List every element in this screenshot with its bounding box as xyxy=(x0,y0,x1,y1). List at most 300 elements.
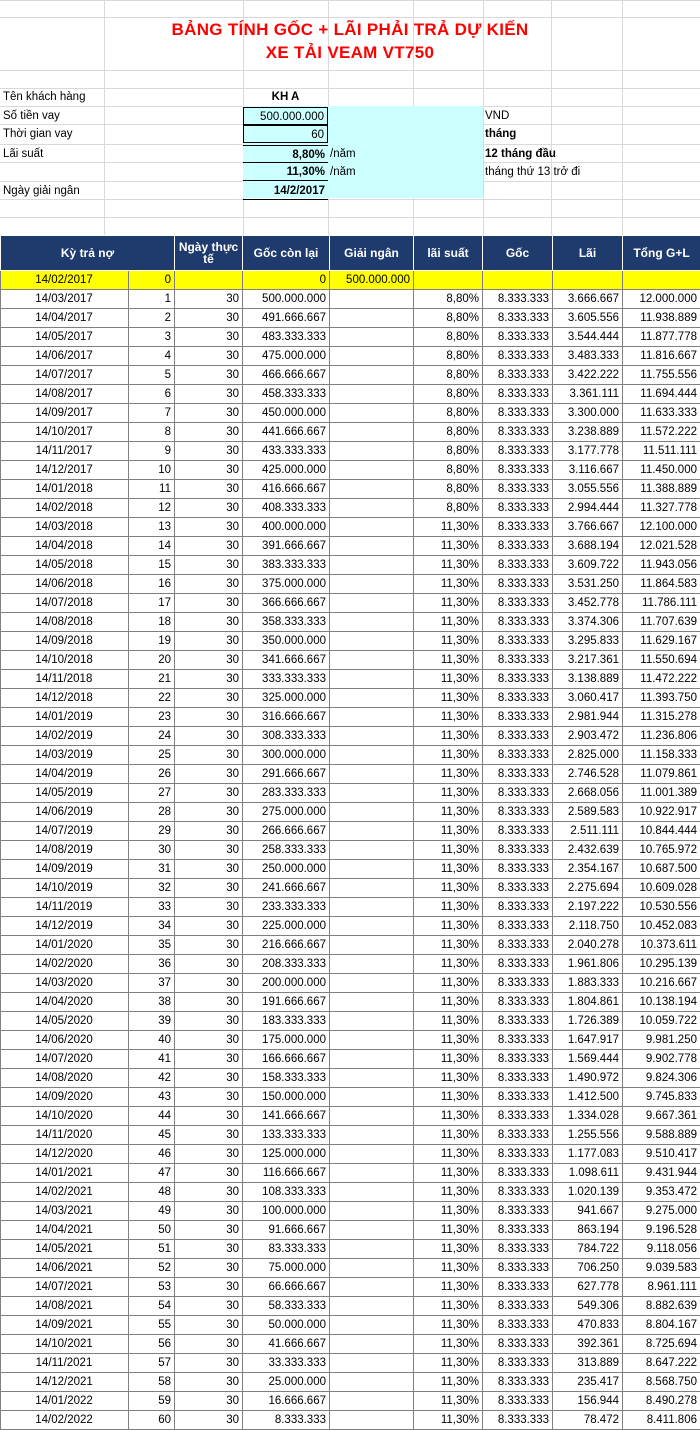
cell-remaining[interactable]: 150.000.000 xyxy=(243,1088,330,1107)
cell-interest[interactable]: 549.306 xyxy=(553,1297,623,1316)
cell-date[interactable]: 14/03/2020 xyxy=(1,974,129,993)
cell-rate[interactable]: 8,80% xyxy=(414,290,483,309)
cell-days[interactable]: 30 xyxy=(175,1012,243,1031)
cell-date[interactable]: 14/06/2017 xyxy=(1,347,129,366)
cell-days[interactable]: 30 xyxy=(175,556,243,575)
cell-date[interactable]: 14/04/2017 xyxy=(1,309,129,328)
cell-period[interactable]: 52 xyxy=(129,1259,175,1278)
cell-days[interactable]: 30 xyxy=(175,1392,243,1411)
cell-date[interactable]: 14/01/2018 xyxy=(1,480,129,499)
cell-remaining[interactable]: 116.666.667 xyxy=(243,1164,330,1183)
cell-total[interactable]: 9.118.056 xyxy=(623,1240,700,1259)
cell-period[interactable]: 35 xyxy=(129,936,175,955)
cell-disbursement[interactable] xyxy=(330,936,414,955)
cell-disbursement[interactable] xyxy=(330,860,414,879)
cell-days[interactable]: 30 xyxy=(175,1316,243,1335)
cell-interest[interactable]: 1.020.139 xyxy=(553,1183,623,1202)
cell-date[interactable]: 14/02/2022 xyxy=(1,1411,129,1430)
cell-principal[interactable]: 8.333.333 xyxy=(483,1088,553,1107)
cell-principal[interactable]: 8.333.333 xyxy=(483,841,553,860)
rate1-field[interactable]: 8,80% xyxy=(243,145,328,163)
cell-interest[interactable]: 1.334.028 xyxy=(553,1107,623,1126)
cell-interest[interactable]: 2.589.583 xyxy=(553,803,623,822)
cell-period[interactable]: 39 xyxy=(129,1012,175,1031)
cell-total[interactable]: 11.938.889 xyxy=(623,309,700,328)
cell-principal[interactable]: 8.333.333 xyxy=(483,784,553,803)
cell-interest[interactable]: 706.250 xyxy=(553,1259,623,1278)
cell-days[interactable]: 30 xyxy=(175,1050,243,1069)
cell-date[interactable]: 14/11/2021 xyxy=(1,1354,129,1373)
cell-days[interactable]: 30 xyxy=(175,974,243,993)
cell-date[interactable]: 14/10/2021 xyxy=(1,1335,129,1354)
cell-interest[interactable]: 3.422.222 xyxy=(553,366,623,385)
cell-interest[interactable]: 1.804.861 xyxy=(553,993,623,1012)
cell-disbursement[interactable] xyxy=(330,670,414,689)
cell-rate[interactable]: 11,30% xyxy=(414,1221,483,1240)
cell-disbursement[interactable] xyxy=(330,1126,414,1145)
cell-interest[interactable]: 3.238.889 xyxy=(553,423,623,442)
cell-principal[interactable]: 8.333.333 xyxy=(483,1240,553,1259)
cell-disbursement[interactable] xyxy=(330,784,414,803)
amount-field[interactable]: 500.000.000 xyxy=(243,107,328,125)
cell-rate[interactable]: 11,30% xyxy=(414,898,483,917)
cell-total[interactable]: 11.707.639 xyxy=(623,613,700,632)
cell-total[interactable]: 9.039.583 xyxy=(623,1259,700,1278)
cell-rate[interactable]: 8,80% xyxy=(414,385,483,404)
cell-principal[interactable]: 8.333.333 xyxy=(483,1183,553,1202)
cell-date[interactable]: 14/02/2018 xyxy=(1,499,129,518)
cell-remaining[interactable]: 483.333.333 xyxy=(243,328,330,347)
cell-remaining[interactable]: 375.000.000 xyxy=(243,575,330,594)
cell-interest[interactable]: 1.412.500 xyxy=(553,1088,623,1107)
cell-date[interactable]: 14/05/2017 xyxy=(1,328,129,347)
cell-principal[interactable]: 8.333.333 xyxy=(483,1069,553,1088)
cell-disbursement[interactable] xyxy=(330,442,414,461)
cell-interest[interactable]: 2.040.278 xyxy=(553,936,623,955)
cell-remaining[interactable]: 166.666.667 xyxy=(243,1050,330,1069)
cell-days[interactable]: 30 xyxy=(175,1240,243,1259)
cell-period[interactable]: 18 xyxy=(129,613,175,632)
cell-rate[interactable]: 8,80% xyxy=(414,499,483,518)
cell-days[interactable]: 30 xyxy=(175,328,243,347)
cell-date[interactable]: 14/03/2021 xyxy=(1,1202,129,1221)
cell-date[interactable]: 14/05/2020 xyxy=(1,1012,129,1031)
cell-interest[interactable]: 3.138.889 xyxy=(553,670,623,689)
cell-rate[interactable]: 11,30% xyxy=(414,613,483,632)
cell-total[interactable]: 9.745.833 xyxy=(623,1088,700,1107)
cell-remaining[interactable]: 0 xyxy=(243,271,330,290)
cell-rate[interactable]: 11,30% xyxy=(414,594,483,613)
cell-principal[interactable]: 8.333.333 xyxy=(483,404,553,423)
cell-rate[interactable]: 11,30% xyxy=(414,1316,483,1335)
cell-interest[interactable]: 156.944 xyxy=(553,1392,623,1411)
cell-remaining[interactable]: 433.333.333 xyxy=(243,442,330,461)
cell-principal[interactable]: 8.333.333 xyxy=(483,1050,553,1069)
cell-principal[interactable]: 8.333.333 xyxy=(483,1221,553,1240)
cell-days[interactable]: 30 xyxy=(175,537,243,556)
cell-days[interactable]: 30 xyxy=(175,1031,243,1050)
cell-rate[interactable]: 11,30% xyxy=(414,670,483,689)
cell-date[interactable]: 14/05/2018 xyxy=(1,556,129,575)
cell-total[interactable]: 11.629.167 xyxy=(623,632,700,651)
cell-rate[interactable]: 11,30% xyxy=(414,1297,483,1316)
cell-interest[interactable]: 3.055.556 xyxy=(553,480,623,499)
cell-interest[interactable]: 3.295.833 xyxy=(553,632,623,651)
cell-rate[interactable]: 8,80% xyxy=(414,309,483,328)
cell-remaining[interactable]: 283.333.333 xyxy=(243,784,330,803)
cell-total[interactable]: 8.411.806 xyxy=(623,1411,700,1430)
cell-date[interactable]: 14/09/2018 xyxy=(1,632,129,651)
cell-remaining[interactable]: 416.666.667 xyxy=(243,480,330,499)
cell-remaining[interactable]: 225.000.000 xyxy=(243,917,330,936)
cell-principal[interactable]: 8.333.333 xyxy=(483,1335,553,1354)
cell-remaining[interactable]: 41.666.667 xyxy=(243,1335,330,1354)
cell-rate[interactable]: 11,30% xyxy=(414,708,483,727)
cell-total[interactable]: 9.981.250 xyxy=(623,1031,700,1050)
cell-rate[interactable]: 11,30% xyxy=(414,917,483,936)
cell-disbursement[interactable] xyxy=(330,1259,414,1278)
cell-period[interactable]: 53 xyxy=(129,1278,175,1297)
rate2-field[interactable]: 11,30% xyxy=(243,163,328,181)
cell-remaining[interactable]: 233.333.333 xyxy=(243,898,330,917)
cell-total[interactable]: 9.431.944 xyxy=(623,1164,700,1183)
cell-total[interactable]: 11.393.750 xyxy=(623,689,700,708)
cell-interest[interactable]: 3.544.444 xyxy=(553,328,623,347)
cell-interest[interactable]: 235.417 xyxy=(553,1373,623,1392)
cell-principal[interactable]: 8.333.333 xyxy=(483,860,553,879)
cell-interest[interactable]: 1.490.972 xyxy=(553,1069,623,1088)
cell-days[interactable]: 30 xyxy=(175,1278,243,1297)
cell-rate[interactable]: 11,30% xyxy=(414,803,483,822)
cell-total[interactable]: 12.100.000 xyxy=(623,518,700,537)
cell-remaining[interactable]: 358.333.333 xyxy=(243,613,330,632)
cell-total[interactable]: 10.452.083 xyxy=(623,917,700,936)
cell-days[interactable]: 30 xyxy=(175,518,243,537)
cell-rate[interactable]: 8,80% xyxy=(414,404,483,423)
cell-remaining[interactable]: 133.333.333 xyxy=(243,1126,330,1145)
cell-remaining[interactable]: 408.333.333 xyxy=(243,499,330,518)
cell-disbursement[interactable] xyxy=(330,1354,414,1373)
cell-days[interactable]: 30 xyxy=(175,1145,243,1164)
cell-days[interactable]: 30 xyxy=(175,1297,243,1316)
cell-date[interactable]: 14/07/2018 xyxy=(1,594,129,613)
cell-rate[interactable]: 11,30% xyxy=(414,1050,483,1069)
cell-remaining[interactable]: 50.000.000 xyxy=(243,1316,330,1335)
cell-rate[interactable]: 11,30% xyxy=(414,1145,483,1164)
cell-period[interactable]: 42 xyxy=(129,1069,175,1088)
cell-days[interactable] xyxy=(175,271,243,290)
cell-principal[interactable]: 8.333.333 xyxy=(483,1392,553,1411)
cell-period[interactable]: 37 xyxy=(129,974,175,993)
cell-days[interactable]: 30 xyxy=(175,993,243,1012)
cell-date[interactable]: 14/09/2020 xyxy=(1,1088,129,1107)
cell-interest[interactable]: 2.432.639 xyxy=(553,841,623,860)
cell-period[interactable]: 45 xyxy=(129,1126,175,1145)
cell-interest[interactable]: 2.994.444 xyxy=(553,499,623,518)
cell-interest[interactable]: 2.981.944 xyxy=(553,708,623,727)
cell-rate[interactable]: 11,30% xyxy=(414,1411,483,1430)
cell-date[interactable]: 14/08/2018 xyxy=(1,613,129,632)
cell-total[interactable]: 11.472.222 xyxy=(623,670,700,689)
cell-days[interactable]: 30 xyxy=(175,803,243,822)
cell-interest[interactable]: 3.452.778 xyxy=(553,594,623,613)
cell-remaining[interactable]: 241.666.667 xyxy=(243,879,330,898)
cell-rate[interactable]: 11,30% xyxy=(414,993,483,1012)
cell-date[interactable]: 14/04/2018 xyxy=(1,537,129,556)
cell-disbursement[interactable] xyxy=(330,594,414,613)
cell-date[interactable]: 14/09/2017 xyxy=(1,404,129,423)
cell-disbursement[interactable] xyxy=(330,1164,414,1183)
cell-days[interactable]: 30 xyxy=(175,499,243,518)
cell-rate[interactable]: 8,80% xyxy=(414,480,483,499)
cell-remaining[interactable]: 291.666.667 xyxy=(243,765,330,784)
cell-period[interactable]: 16 xyxy=(129,575,175,594)
cell-interest[interactable]: 3.609.722 xyxy=(553,556,623,575)
cell-date[interactable]: 14/02/2021 xyxy=(1,1183,129,1202)
cell-principal[interactable]: 8.333.333 xyxy=(483,670,553,689)
cell-total[interactable]: 8.647.222 xyxy=(623,1354,700,1373)
cell-date[interactable]: 14/01/2021 xyxy=(1,1164,129,1183)
cell-period[interactable]: 21 xyxy=(129,670,175,689)
cell-rate[interactable]: 11,30% xyxy=(414,537,483,556)
cell-total[interactable] xyxy=(623,271,700,290)
cell-remaining[interactable]: 500.000.000 xyxy=(243,290,330,309)
cell-period[interactable]: 29 xyxy=(129,822,175,841)
cell-principal[interactable]: 8.333.333 xyxy=(483,290,553,309)
cell-disbursement[interactable] xyxy=(330,404,414,423)
cell-principal[interactable]: 8.333.333 xyxy=(483,309,553,328)
cell-disbursement[interactable] xyxy=(330,955,414,974)
cell-interest[interactable]: 313.889 xyxy=(553,1354,623,1373)
cell-date[interactable]: 14/11/2018 xyxy=(1,670,129,689)
cell-remaining[interactable]: 25.000.000 xyxy=(243,1373,330,1392)
cell-period[interactable]: 6 xyxy=(129,385,175,404)
cell-disbursement[interactable] xyxy=(330,708,414,727)
cell-interest[interactable]: 392.361 xyxy=(553,1335,623,1354)
cell-principal[interactable]: 8.333.333 xyxy=(483,423,553,442)
cell-date[interactable]: 14/07/2019 xyxy=(1,822,129,841)
cell-total[interactable]: 10.295.139 xyxy=(623,955,700,974)
cell-total[interactable]: 10.373.611 xyxy=(623,936,700,955)
cell-disbursement[interactable] xyxy=(330,993,414,1012)
cell-interest[interactable]: 3.116.667 xyxy=(553,461,623,480)
cell-interest[interactable]: 2.903.472 xyxy=(553,727,623,746)
cell-disbursement[interactable] xyxy=(330,917,414,936)
cell-period[interactable]: 1 xyxy=(129,290,175,309)
cell-total[interactable]: 9.824.306 xyxy=(623,1069,700,1088)
cell-date[interactable]: 14/07/2017 xyxy=(1,366,129,385)
cell-total[interactable]: 11.158.333 xyxy=(623,746,700,765)
cell-rate[interactable]: 8,80% xyxy=(414,461,483,480)
cell-remaining[interactable]: 383.333.333 xyxy=(243,556,330,575)
cell-days[interactable]: 30 xyxy=(175,1335,243,1354)
cell-date[interactable]: 14/12/2019 xyxy=(1,917,129,936)
cell-remaining[interactable]: 391.666.667 xyxy=(243,537,330,556)
cell-remaining[interactable]: 108.333.333 xyxy=(243,1183,330,1202)
cell-period[interactable]: 10 xyxy=(129,461,175,480)
cell-remaining[interactable]: 333.333.333 xyxy=(243,670,330,689)
cell-principal[interactable]: 8.333.333 xyxy=(483,803,553,822)
cell-date[interactable]: 14/06/2019 xyxy=(1,803,129,822)
cell-days[interactable]: 30 xyxy=(175,651,243,670)
cell-remaining[interactable]: 100.000.000 xyxy=(243,1202,330,1221)
cell-days[interactable]: 30 xyxy=(175,480,243,499)
cell-days[interactable]: 30 xyxy=(175,309,243,328)
cell-principal[interactable]: 8.333.333 xyxy=(483,1031,553,1050)
cell-date[interactable]: 14/04/2021 xyxy=(1,1221,129,1240)
cell-remaining[interactable]: 475.000.000 xyxy=(243,347,330,366)
cell-interest[interactable]: 1.883.333 xyxy=(553,974,623,993)
cell-disbursement[interactable] xyxy=(330,385,414,404)
cell-disbursement[interactable] xyxy=(330,803,414,822)
cell-principal[interactable]: 8.333.333 xyxy=(483,1126,553,1145)
cell-principal[interactable]: 8.333.333 xyxy=(483,632,553,651)
cell-interest[interactable]: 1.098.611 xyxy=(553,1164,623,1183)
cell-principal[interactable]: 8.333.333 xyxy=(483,1012,553,1031)
cell-interest[interactable]: 2.197.222 xyxy=(553,898,623,917)
customer-value[interactable]: KH A xyxy=(243,88,328,106)
cell-interest[interactable]: 2.825.000 xyxy=(553,746,623,765)
cell-interest[interactable]: 2.275.694 xyxy=(553,879,623,898)
cell-rate[interactable] xyxy=(414,271,483,290)
cell-interest[interactable]: 3.177.778 xyxy=(553,442,623,461)
cell-date[interactable]: 14/08/2017 xyxy=(1,385,129,404)
cell-rate[interactable]: 11,30% xyxy=(414,689,483,708)
cell-days[interactable]: 30 xyxy=(175,1069,243,1088)
cell-rate[interactable]: 11,30% xyxy=(414,727,483,746)
cell-period[interactable]: 13 xyxy=(129,518,175,537)
cell-date[interactable]: 14/01/2019 xyxy=(1,708,129,727)
cell-disbursement[interactable] xyxy=(330,974,414,993)
term-field[interactable]: 60 xyxy=(243,125,328,143)
cell-principal[interactable]: 8.333.333 xyxy=(483,518,553,537)
cell-date[interactable]: 14/02/2017 xyxy=(1,271,129,290)
cell-disbursement[interactable] xyxy=(330,1316,414,1335)
cell-total[interactable]: 12.000.000 xyxy=(623,290,700,309)
cell-interest[interactable]: 2.354.167 xyxy=(553,860,623,879)
cell-period[interactable]: 46 xyxy=(129,1145,175,1164)
cell-days[interactable]: 30 xyxy=(175,594,243,613)
cell-total[interactable]: 10.687.500 xyxy=(623,860,700,879)
cell-disbursement[interactable] xyxy=(330,347,414,366)
cell-period[interactable]: 38 xyxy=(129,993,175,1012)
cell-date[interactable]: 14/10/2019 xyxy=(1,879,129,898)
cell-date[interactable]: 14/10/2018 xyxy=(1,651,129,670)
cell-principal[interactable]: 8.333.333 xyxy=(483,1297,553,1316)
cell-total[interactable]: 9.275.000 xyxy=(623,1202,700,1221)
cell-disbursement[interactable] xyxy=(330,423,414,442)
cell-date[interactable]: 14/01/2020 xyxy=(1,936,129,955)
cell-disbursement[interactable] xyxy=(330,1012,414,1031)
cell-rate[interactable]: 8,80% xyxy=(414,328,483,347)
cell-days[interactable]: 30 xyxy=(175,632,243,651)
cell-period[interactable]: 59 xyxy=(129,1392,175,1411)
cell-interest[interactable]: 3.483.333 xyxy=(553,347,623,366)
cell-rate[interactable]: 8,80% xyxy=(414,366,483,385)
cell-remaining[interactable]: 341.666.667 xyxy=(243,651,330,670)
cell-remaining[interactable]: 175.000.000 xyxy=(243,1031,330,1050)
cell-rate[interactable]: 11,30% xyxy=(414,822,483,841)
cell-principal[interactable]: 8.333.333 xyxy=(483,480,553,499)
cell-disbursement[interactable] xyxy=(330,632,414,651)
cell-rate[interactable]: 11,30% xyxy=(414,1240,483,1259)
cell-principal[interactable]: 8.333.333 xyxy=(483,689,553,708)
cell-days[interactable]: 30 xyxy=(175,898,243,917)
cell-total[interactable]: 11.633.333 xyxy=(623,404,700,423)
cell-disbursement[interactable] xyxy=(330,1373,414,1392)
cell-principal[interactable]: 8.333.333 xyxy=(483,879,553,898)
cell-total[interactable]: 10.844.444 xyxy=(623,822,700,841)
cell-date[interactable]: 14/05/2021 xyxy=(1,1240,129,1259)
cell-date[interactable]: 14/07/2021 xyxy=(1,1278,129,1297)
cell-interest[interactable]: 3.666.667 xyxy=(553,290,623,309)
cell-disbursement[interactable] xyxy=(330,575,414,594)
cell-date[interactable]: 14/09/2021 xyxy=(1,1316,129,1335)
cell-period[interactable]: 36 xyxy=(129,955,175,974)
cell-principal[interactable]: 8.333.333 xyxy=(483,955,553,974)
cell-interest[interactable]: 2.668.056 xyxy=(553,784,623,803)
cell-principal[interactable]: 8.333.333 xyxy=(483,1202,553,1221)
cell-period[interactable]: 48 xyxy=(129,1183,175,1202)
cell-disbursement[interactable] xyxy=(330,765,414,784)
cell-total[interactable]: 11.877.778 xyxy=(623,328,700,347)
cell-remaining[interactable]: 441.666.667 xyxy=(243,423,330,442)
cell-days[interactable]: 30 xyxy=(175,385,243,404)
cell-principal[interactable]: 8.333.333 xyxy=(483,993,553,1012)
cell-disbursement[interactable] xyxy=(330,613,414,632)
cell-principal[interactable]: 8.333.333 xyxy=(483,575,553,594)
cell-period[interactable]: 9 xyxy=(129,442,175,461)
cell-period[interactable]: 8 xyxy=(129,423,175,442)
cell-period[interactable]: 32 xyxy=(129,879,175,898)
cell-interest[interactable]: 1.647.917 xyxy=(553,1031,623,1050)
cell-days[interactable]: 30 xyxy=(175,860,243,879)
cell-remaining[interactable]: 466.666.667 xyxy=(243,366,330,385)
cell-days[interactable]: 30 xyxy=(175,841,243,860)
cell-rate[interactable]: 11,30% xyxy=(414,575,483,594)
cell-disbursement[interactable]: 500.000.000 xyxy=(330,271,414,290)
cell-period[interactable]: 24 xyxy=(129,727,175,746)
cell-rate[interactable]: 11,30% xyxy=(414,1354,483,1373)
cell-date[interactable]: 14/01/2022 xyxy=(1,1392,129,1411)
cell-period[interactable]: 12 xyxy=(129,499,175,518)
cell-disbursement[interactable] xyxy=(330,1183,414,1202)
cell-date[interactable]: 14/03/2017 xyxy=(1,290,129,309)
cell-interest[interactable]: 3.361.111 xyxy=(553,385,623,404)
cell-period[interactable]: 28 xyxy=(129,803,175,822)
cell-principal[interactable]: 8.333.333 xyxy=(483,651,553,670)
cell-period[interactable]: 0 xyxy=(129,271,175,290)
cell-period[interactable]: 57 xyxy=(129,1354,175,1373)
cell-principal[interactable]: 8.333.333 xyxy=(483,746,553,765)
cell-days[interactable]: 30 xyxy=(175,575,243,594)
cell-period[interactable]: 19 xyxy=(129,632,175,651)
cell-principal[interactable]: 8.333.333 xyxy=(483,822,553,841)
cell-disbursement[interactable] xyxy=(330,1335,414,1354)
cell-disbursement[interactable] xyxy=(330,746,414,765)
cell-date[interactable]: 14/08/2021 xyxy=(1,1297,129,1316)
cell-rate[interactable]: 11,30% xyxy=(414,1126,483,1145)
cell-interest[interactable]: 863.194 xyxy=(553,1221,623,1240)
cell-period[interactable]: 41 xyxy=(129,1050,175,1069)
cell-days[interactable]: 30 xyxy=(175,1088,243,1107)
cell-date[interactable]: 14/06/2021 xyxy=(1,1259,129,1278)
cell-period[interactable]: 54 xyxy=(129,1297,175,1316)
cell-principal[interactable]: 8.333.333 xyxy=(483,442,553,461)
cell-disbursement[interactable] xyxy=(330,1411,414,1430)
cell-period[interactable]: 44 xyxy=(129,1107,175,1126)
cell-days[interactable]: 30 xyxy=(175,784,243,803)
